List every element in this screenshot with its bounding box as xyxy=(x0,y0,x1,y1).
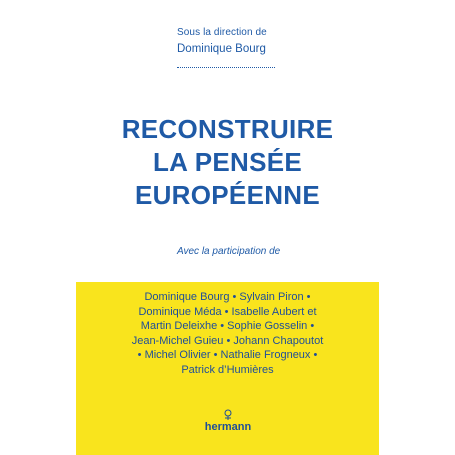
authors-line: Dominique Bourg • Sylvain Piron • xyxy=(144,291,311,303)
editor-name: Dominique Bourg xyxy=(177,43,266,55)
title-line-2: LA PENSÉE xyxy=(152,147,303,177)
participation-label: Avec la participation de xyxy=(177,246,281,257)
authors-line: Dominique Méda • Isabelle Aubert et xyxy=(138,305,317,318)
authors-line: Patrick d’Humières xyxy=(181,363,274,376)
hermann-logo xyxy=(198,408,258,438)
authors-line: Jean-Michel Guieu • Johann Chapoutot xyxy=(131,334,324,347)
title-line-1: RECONSTRUIRE xyxy=(121,114,334,144)
authors-line: • Michel Olivier • Nathalie Frogneux • xyxy=(137,349,318,361)
editor-block xyxy=(177,26,287,57)
authors-panel xyxy=(76,282,379,455)
authors-line: Martin Deleixhe • Sophie Gosselin • xyxy=(140,320,315,332)
title-line-3: EUROPÉENNE xyxy=(134,180,321,210)
publisher-wordmark: hermann xyxy=(204,421,252,433)
direction-label: Sous la direction de xyxy=(177,27,267,38)
authors-list xyxy=(76,290,379,377)
dotted-divider xyxy=(177,67,275,68)
book-title xyxy=(0,113,455,212)
